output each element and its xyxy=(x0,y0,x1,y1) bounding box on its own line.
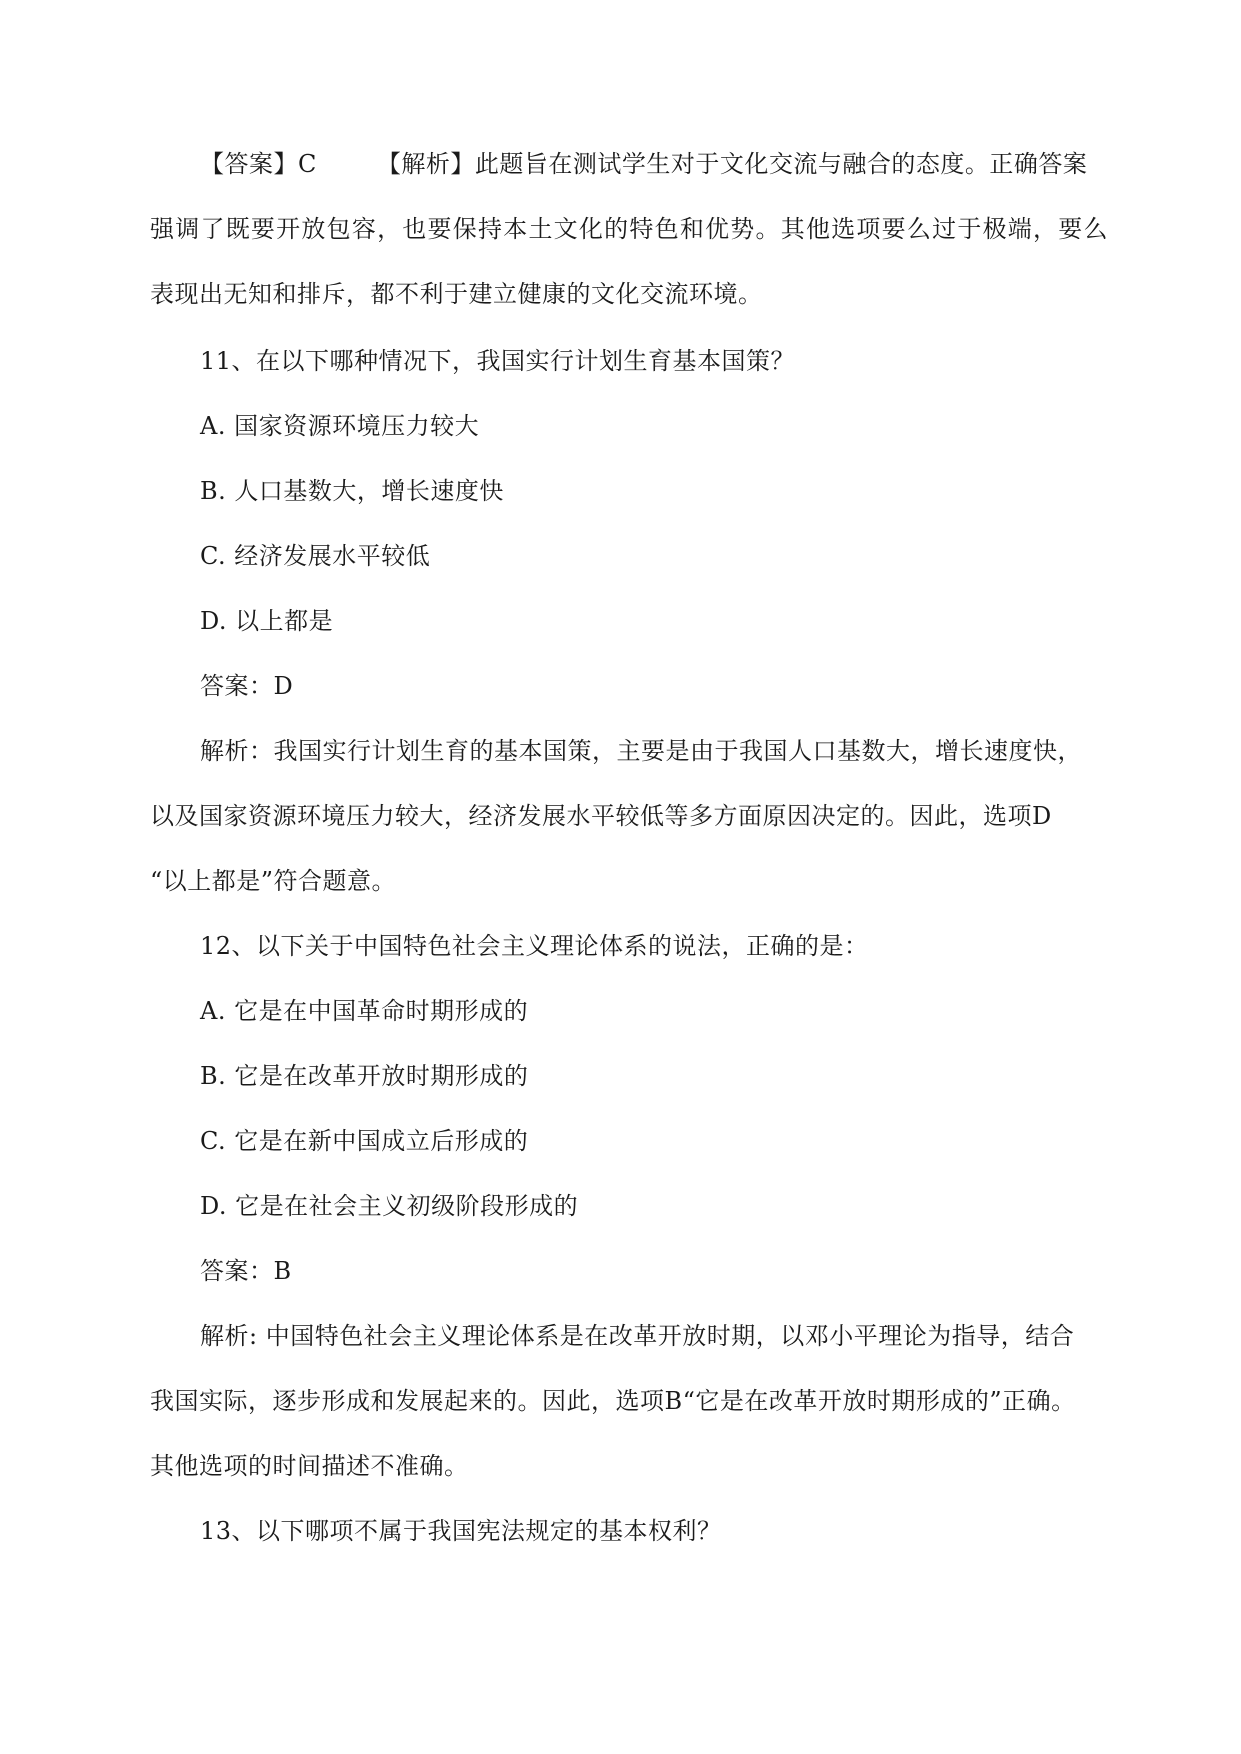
q12-analysis-line3: 其他选项的时间描述不准确。 xyxy=(150,1452,469,1480)
q12-answer: 答案：B xyxy=(200,1257,292,1285)
q11-option-a: A. 国家资源环境压力较大 xyxy=(200,412,480,440)
q12-analysis-line2: 我国实际，逐步形成和发展起来的。因此，选项B“它是在改革开放时期形成的”正确。 xyxy=(150,1387,1076,1415)
intro-answer-tag: 【答案】C xyxy=(200,150,317,178)
intro-analysis-start: 【解析】此题旨在测试学生对于文化交流与融合的态度。正确答案 xyxy=(376,150,1088,178)
q11-option-d: D. 以上都是 xyxy=(200,607,334,635)
q12-option-c: C. 它是在新中国成立后形成的 xyxy=(200,1127,529,1155)
intro-analysis-line3: 表现出无知和排斥，都不利于建立健康的文化交流环境。 xyxy=(150,280,763,308)
question-11: 11、在以下哪种情况下，我国实行计划生育基本国策？ xyxy=(200,347,796,375)
q11-analysis-line1: 解析：我国实行计划生育的基本国策，主要是由于我国人口基数大，增长速度快， xyxy=(200,737,1082,765)
q11-analysis-line3: “以上都是”符合题意。 xyxy=(150,867,397,895)
q12-option-d: D. 它是在社会主义初级阶段形成的 xyxy=(200,1192,579,1220)
question-13: 13、以下哪项不属于我国宪法规定的基本权利？ xyxy=(200,1517,722,1545)
intro-answer-analysis-line xyxy=(200,148,1087,180)
q12-analysis-line1: 解析: 中国特色社会主义理论体系是在改革开放时期，以邓小平理论为指导，结合 xyxy=(200,1322,1075,1350)
q11-option-c: C. 经济发展水平较低 xyxy=(200,542,431,570)
intro-analysis-line2: 强调了既要开放包容，也要保持本土文化的特色和优势。其他选项要么过于极端，要么 xyxy=(150,215,1108,243)
q12-option-a: A. 它是在中国革命时期形成的 xyxy=(200,997,529,1025)
q11-analysis-line2: 以及国家资源环境压力较大，经济发展水平较低等多方面原因决定的。因此，选项D xyxy=(150,802,1052,830)
q12-option-b: B. 它是在改革开放时期形成的 xyxy=(200,1062,529,1090)
q11-answer: 答案：D xyxy=(200,672,294,700)
q11-option-b: B. 人口基数大，增长速度快 xyxy=(200,477,504,505)
question-12: 12、以下关于中国特色社会主义理论体系的说法，正确的是： xyxy=(200,932,869,960)
